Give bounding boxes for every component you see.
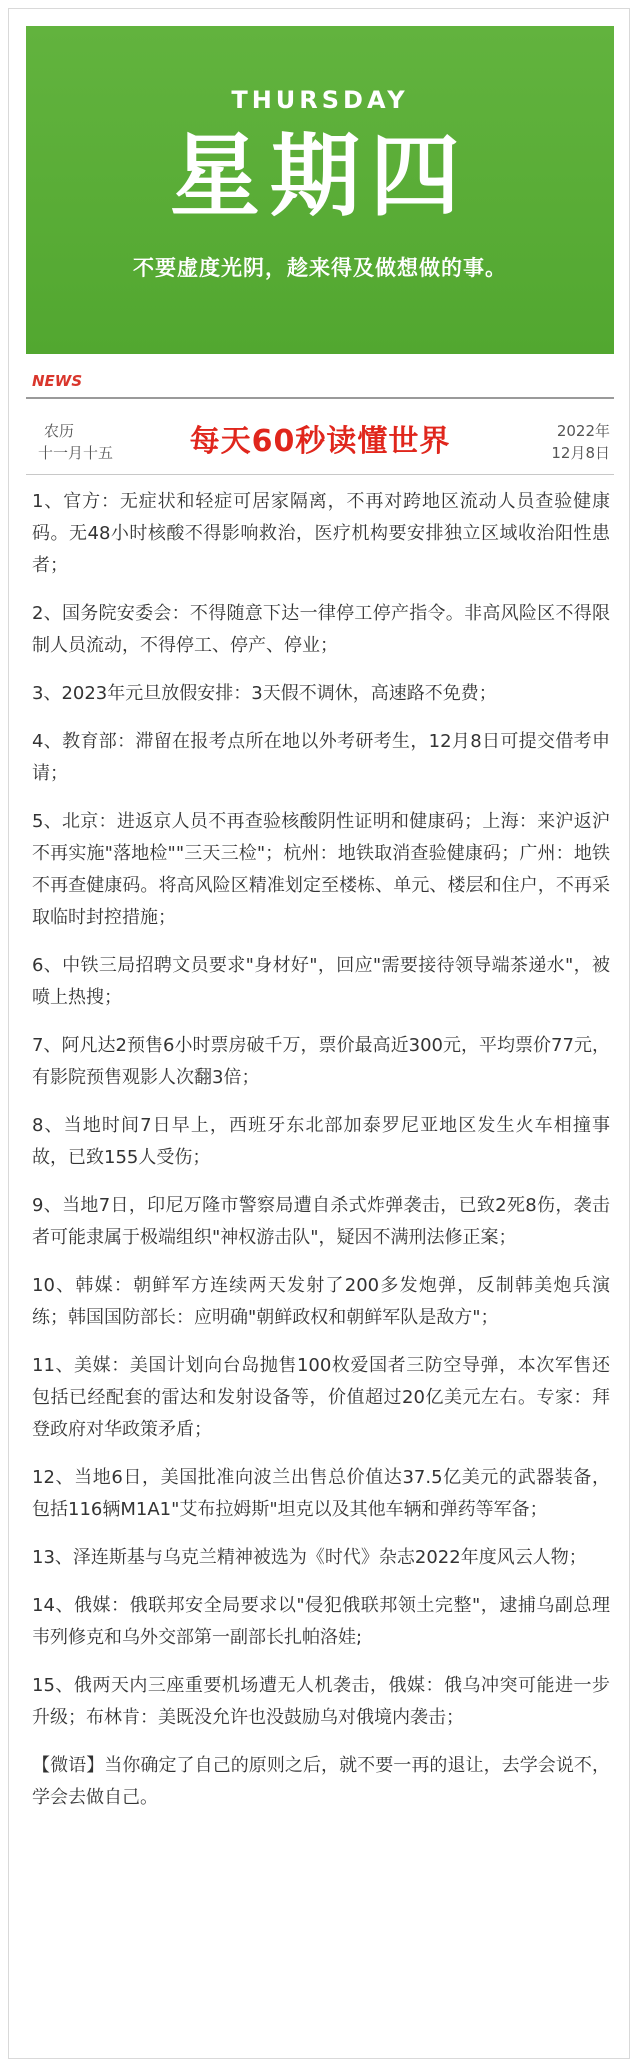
news-list xyxy=(32,486,610,1830)
news-item: 8、当地时间7日早上，西班牙东北部加泰罗尼亚地区发生火车相撞事故，已致155人受伤； xyxy=(32,1115,610,1168)
news-item: 1、官方：无症状和轻症可居家隔离，不再对跨地区流动人员查验健康码。无48小时核酸不得影响救治，医疗机构要安排独立区域收治阳性患者； xyxy=(32,491,610,576)
news-item: 2、国务院安委会：不得随意下达一律停工停产指令。非高风险区不得限制人员流动，不得停工、停产、停业； xyxy=(32,603,610,656)
date-year: 2022年 xyxy=(556,422,610,440)
news-item: 12、当地6日，美国批准向波兰出售总价值达37.5亿美元的武器装备，包括116辆M1A1"艾布拉姆斯"坦克以及其他车辆和弹药等军备； xyxy=(32,1467,610,1520)
banner-slogan: 不要虚度光阴，趁来得及做想做的事。 xyxy=(133,256,507,280)
news-item: 3、2023年元旦放假安排：3天假不调休，高速路不免费； xyxy=(32,683,497,704)
news-item: 5、北京：进返京人员不再查验核酸阴性证明和健康码；上海：来沪返沪不再实施"落地检""三天三检"；杭州：地铁取消查验健康码；广州：地铁不再查健康码。将高风险区精准划定至楼栋、单元、楼层和住户，不再采取临时封控措施； xyxy=(32,811,610,928)
date-day: 12月8日 xyxy=(551,444,610,462)
news-item: 6、中铁三局招聘文员要求"身材好"，回应"需要接待领导端茶递水"，被喷上热搜； xyxy=(32,955,610,1008)
news-item: 9、当地7日，印尼万隆市警察局遭自杀式炸弹袭击，已致2死8伤，袭击者可能隶属于极端组织"神权游击队"，疑因不满刑法修正案； xyxy=(32,1195,610,1248)
news-tag: NEWS xyxy=(32,372,83,390)
news-item: 15、俄两天内三座重要机场遭无人机袭击，俄媒：俄乌冲突可能进一步升级；布林肯：美既没允许也没鼓励乌对俄境内袭击； xyxy=(32,1675,610,1728)
news-item: 10、韩媒：朝鲜军方连续两天发射了200多发炮弹，反制韩美炮兵演练；韩国国防部长：应明确"朝鲜政权和朝鲜军队是敌方"； xyxy=(32,1275,610,1328)
lunar-date: 十一月十五 xyxy=(38,444,114,462)
news-item: 7、阿凡达2预售6小时票房破千万，票价最高近300元，平均票价77元，有影院预售观影人次翻3倍； xyxy=(32,1035,610,1088)
header-divider-top xyxy=(26,397,614,399)
weekday-english: THURSDAY xyxy=(231,86,409,114)
weekday-chinese: 星期四 xyxy=(170,124,470,229)
gregorian-date-block xyxy=(551,420,610,464)
daily-quote: 【微语】当你确定了自己的原则之后，就不要一再的退让，去学会说不，学会去做自己。 xyxy=(32,1755,610,1808)
news-item: 14、俄媒：俄联邦安全局要求以"侵犯俄联邦领土完整"，逮捕乌副总理韦列修克和乌外交部第一副部长扎帕洛娃; xyxy=(32,1595,610,1648)
news-item: 11、美媒：美国计划向台岛抛售100枚爱国者三防空导弹，本次军售还包括已经配套的雷达和发射设备等，价值超过20亿美元左右。专家：拜登政府对华政策矛盾； xyxy=(32,1355,610,1440)
weekday-banner xyxy=(26,26,614,354)
lunar-label: 农历 xyxy=(44,422,75,440)
header-divider-bottom xyxy=(26,474,614,475)
news-item: 13、泽连斯基与乌克兰精神被选为《时代》杂志2022年度风云人物； xyxy=(32,1547,587,1568)
page-title: 每天60秒读懂世界 xyxy=(189,424,451,459)
news-item: 4、教育部：滞留在报考点所在地以外考研考生，12月8日可提交借考申请； xyxy=(32,731,610,784)
